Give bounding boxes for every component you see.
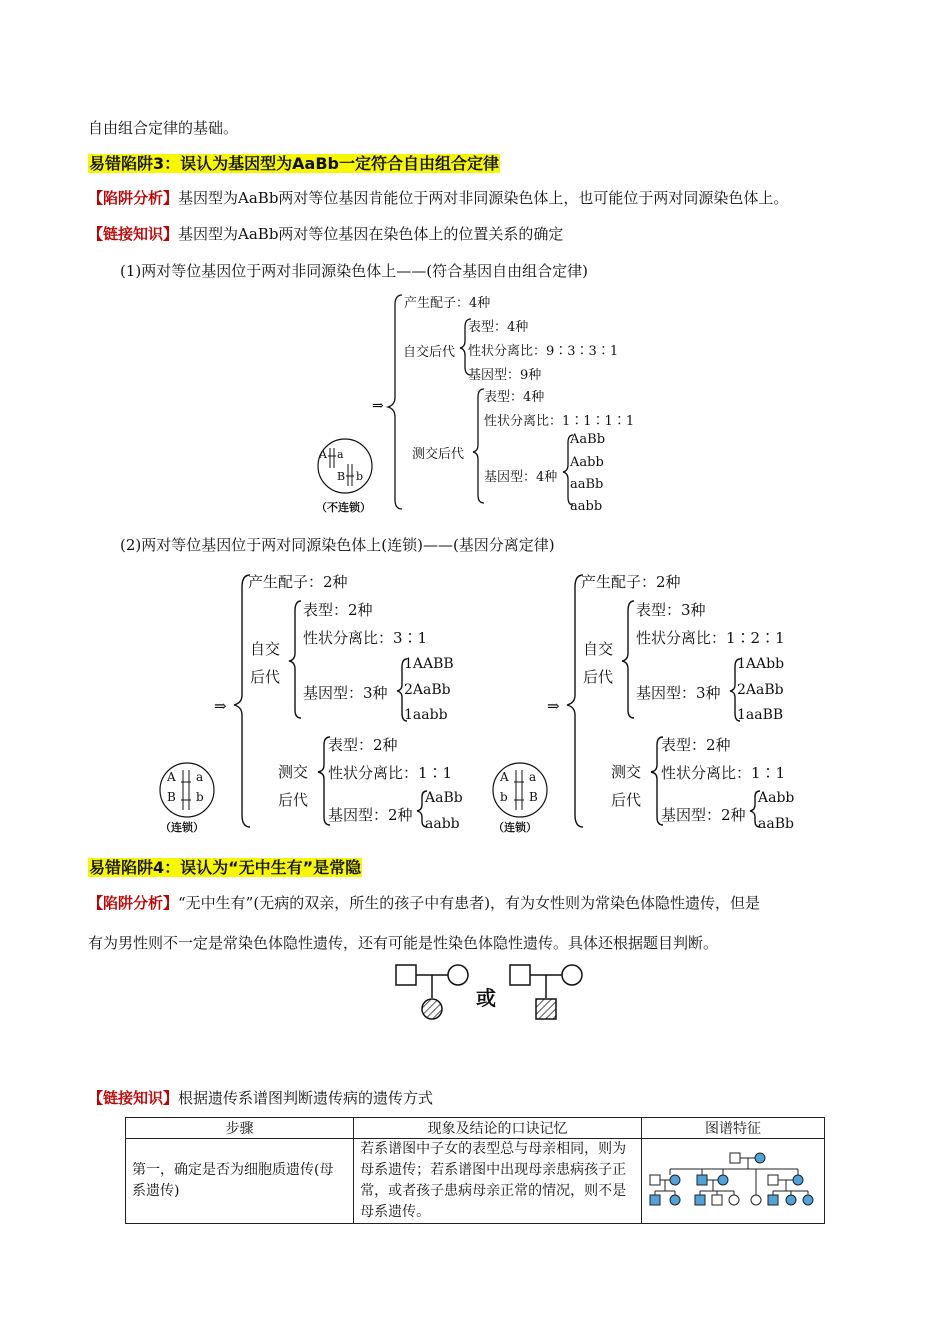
trap3-link <box>88 223 563 244</box>
analysis-text: 基因型为AaBb两对等位基因肯能位于两对非同源染色体上，也可能位于两对同源染色体上。 <box>178 189 789 207</box>
case2-right-genotype: 2AaBb <box>737 682 784 698</box>
case2-right-self-label: 自交 <box>583 640 614 658</box>
case2-left-self-label: 后代 <box>250 668 281 686</box>
table-header-row <box>126 1118 825 1139</box>
allele: B <box>167 790 176 804</box>
case1-self-ratio: 性状分离比：9∶3∶3∶1 <box>468 344 619 359</box>
allele: A <box>167 770 176 784</box>
case1-self-geno: 基因型：9种 <box>468 368 542 383</box>
case2-right-test-label: 测交 <box>611 763 642 781</box>
case2-right-test-geno: 基因型：2种 <box>661 806 746 824</box>
case2-left-self-geno: 基因型：3种 <box>303 684 388 702</box>
case1-genotype: aaBb <box>570 477 604 492</box>
case1-test-pheno: 表型：4种 <box>484 390 545 405</box>
inheritance-table <box>125 1117 825 1224</box>
cell-linked-icon <box>490 760 550 820</box>
case2-left-test-geno: 基因型：2种 <box>328 806 413 824</box>
case2-right-self-label: 后代 <box>583 668 614 686</box>
table-header: 现象及结论的口诀记忆 <box>354 1118 642 1139</box>
case1-self-label: 自交后代 <box>403 345 456 360</box>
table-row <box>126 1139 825 1224</box>
case2-right-test-label: 后代 <box>611 791 642 809</box>
allele: a <box>337 448 344 461</box>
case1-test-geno: 基因型：4种 <box>484 470 558 485</box>
case1-genotype: AaBb <box>570 432 606 447</box>
trap4-link: 【链接知识】根据遗传系谱图判断遗传病的遗传方式 <box>88 1089 434 1107</box>
case2-left-test-genotype: aabb <box>425 816 460 832</box>
cell-caption: （连锁） <box>493 821 537 834</box>
case2-left-gametes: 产生配子：2种 <box>248 573 348 591</box>
cell-caption: （连锁） <box>160 821 204 834</box>
trap3-title: 易错陷阱3：误认为基因型为AaBb一定符合自由组合定律 <box>89 154 499 173</box>
case2-left-genotype: 2AaBb <box>404 682 451 698</box>
allele: A <box>319 448 327 461</box>
case2-right-genotype: 1aaBB <box>737 707 784 723</box>
case2-left-self-ratio: 性状分离比：3∶1 <box>303 629 428 647</box>
case2-left-test-genotype: AaBb <box>425 790 463 806</box>
case2-right-self-geno: 基因型：3种 <box>636 684 721 702</box>
case2-left-test-label: 测交 <box>278 763 309 781</box>
case2-right-arrow: ⇒ <box>547 697 560 715</box>
link-tag: 【链接知识】 <box>88 1089 179 1107</box>
case2-right-test-pheno: 表型：2种 <box>661 736 731 754</box>
case2-right-test-ratio: 性状分离比：1∶1 <box>661 764 786 782</box>
table-header: 步骤 <box>126 1118 354 1139</box>
case2-left-arrow: ⇒ <box>214 697 227 715</box>
allele: b <box>500 790 508 804</box>
cell-caption: （不连锁） <box>316 501 371 514</box>
case2-right-test-genotype: Aabb <box>758 790 795 806</box>
case1-self-pheno: 表型：4种 <box>468 320 529 335</box>
pedigree-chart-icon <box>648 1149 818 1209</box>
link-tag: 【链接知识】 <box>88 225 179 243</box>
allele: A <box>500 770 509 784</box>
allele: b <box>196 790 204 804</box>
table-cell-rule: 若系谱图中子女的表型总与母亲相同，则为母系遗传；若系谱图中出现母亲患病孩子正常，或者孩子患病母亲正常的情况，则不是母系遗传。 <box>354 1139 642 1224</box>
trap3-analysis <box>88 187 788 208</box>
case1-heading: (1)两对等位基因位于两对非同源染色体上——(符合基因自由组合定律) <box>120 262 588 280</box>
case1-gametes: 产生配子：4种 <box>404 296 491 311</box>
link-text: 基因型为AaBb两对等位基因在染色体上的位置关系的确定 <box>178 225 564 243</box>
allele: a <box>196 770 204 784</box>
cell-unlinked-icon <box>315 436 375 496</box>
case2-left-test-label: 后代 <box>278 791 309 809</box>
table-cell-step: 第一，确定是否为细胞质遗传(母系遗传) <box>126 1139 354 1224</box>
case2-left-test-ratio: 性状分离比：1∶1 <box>328 764 453 782</box>
case2-right-self-ratio: 性状分离比：1∶2∶1 <box>636 629 785 647</box>
allele: b <box>356 470 364 483</box>
intro-line: 自由组合定律的基础。 <box>88 119 239 137</box>
case2-left-self-pheno: 表型：2种 <box>303 601 373 619</box>
case2-left-genotype: 1aabb <box>404 707 448 723</box>
case2-right-self-pheno: 表型：3种 <box>636 601 706 619</box>
analysis-tag: 【陷阱分析】 <box>88 894 179 912</box>
table-cell-pedigree <box>642 1139 825 1224</box>
trap4-title: 易错陷阱4：误认为“无中生有”是常隐 <box>89 858 362 877</box>
analysis-tag: 【陷阱分析】 <box>88 189 179 207</box>
trap4-analysis-line2: 有为男性则不一定是常染色体隐性遗传，还有可能是性染色体隐性遗传。具体还根据题目判断。 <box>88 934 719 952</box>
cell-linked-icon <box>157 760 217 820</box>
trap4-analysis-line1: 【陷阱分析】“无中生有”(无病的双亲，所生的孩子中有患者)，有为女性则为常染色体隐性遗传，但是 <box>88 894 761 912</box>
case1-test-ratio: 性状分离比：1∶1∶1∶1 <box>484 414 635 429</box>
case1-genotype: aabb <box>570 499 603 514</box>
case2-right-gametes: 产生配子：2种 <box>581 573 681 591</box>
case1-genotype: Aabb <box>570 455 604 470</box>
case1-test-label: 测交后代 <box>412 447 465 462</box>
table-header: 图谱特征 <box>642 1118 825 1139</box>
or-text: 或 <box>476 986 496 1010</box>
case2-right-genotype: 1AAbb <box>737 656 785 672</box>
allele: B <box>529 790 538 804</box>
case2-right-test-genotype: aaBb <box>758 816 794 832</box>
case2-left-self-label: 自交 <box>250 640 281 658</box>
allele: a <box>529 770 537 784</box>
case2-left-genotype: 1AABB <box>404 656 454 672</box>
case2-left-test-pheno: 表型：2种 <box>328 736 398 754</box>
case2-heading: (2)两对等位基因位于两对同源染色体上(连锁)——(基因分离定律) <box>120 536 555 554</box>
allele: B <box>337 470 346 483</box>
case1-arrow: ⇒ <box>372 398 384 414</box>
